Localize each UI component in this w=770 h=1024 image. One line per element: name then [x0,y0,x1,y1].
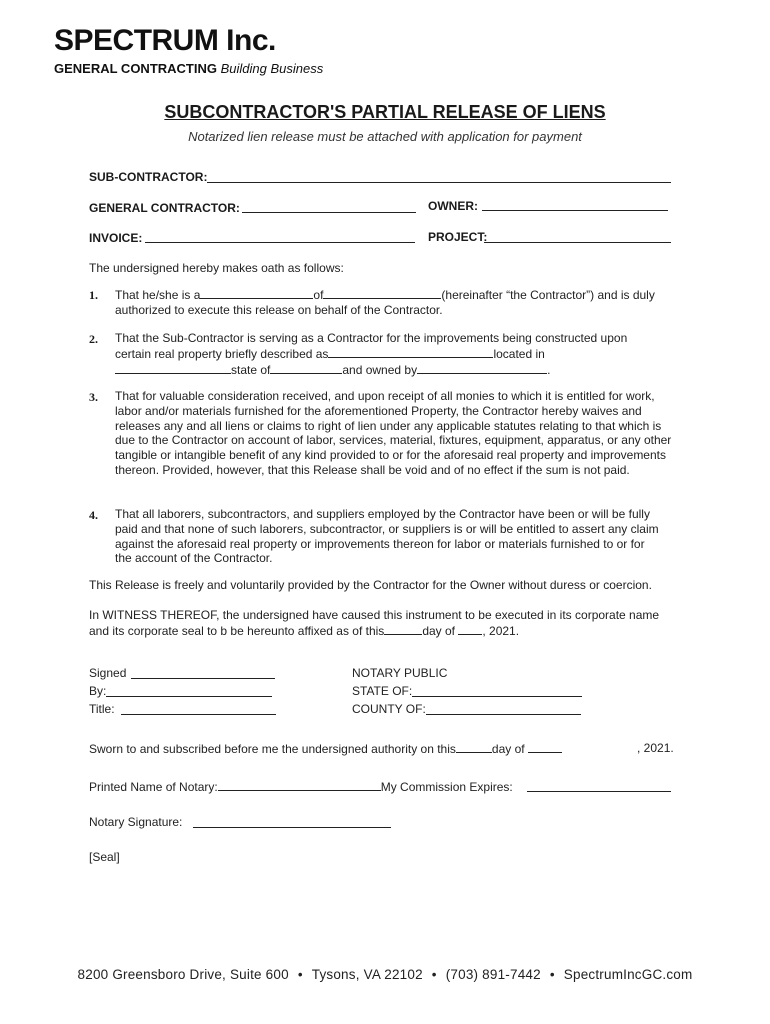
item-1-part-b: of [313,288,324,302]
item-1-number: 1. [89,288,98,302]
title-blank[interactable] [200,287,313,299]
item-2-part-e: and owned by [342,362,418,377]
general-contractor-field[interactable] [242,212,416,213]
witness-line-2c: , 2021. [482,624,520,638]
printed-name-field[interactable] [218,779,381,791]
title-label: Title: [89,702,115,716]
sworn-part-a: Sworn to and subscribed before me the undersigned authority on this [89,742,456,756]
document-title: SUBCONTRACTOR'S PARTIAL RELEASE OF LIENS [164,102,606,122]
notary-public-header: NOTARY PUBLIC [352,666,448,680]
invoice-label: INVOICE: [89,231,143,245]
notary-signature-field[interactable] [193,827,391,828]
witness-line-2b: day of [422,624,456,638]
state-of-field[interactable] [412,696,582,697]
company-blank[interactable] [323,287,441,299]
commission-expires-label: My Commission Expires: [380,780,513,794]
printed-name-row [89,779,513,795]
signed-field[interactable] [131,678,275,679]
item-3-text: That for valuable consideration received, and upon receipt of all monies to which it is entitled for work, labor and/or materials furnished for the aforementioned Property, the Contractor hereby waives and releases any and all liens or claims to right of lien under any applicable statutes relating to that which is due to the Contractor on account of labor, services, material, fixtures, equipment, apparatus, or any other tangible or intangible benefit of any kind provided to or for the aforesaid real property and improvements thereon. Provided, however, that this Release shall be void and of no effect if the sum is not paid. [115,389,672,477]
sworn-day-blank[interactable] [456,741,492,753]
footer-city: Tysons, VA 22102 [311,967,423,982]
item-2-part-a: That the Sub-Contractor is serving as a Contractor for the improvements being constructed upon [115,331,628,345]
sworn-month-blank[interactable] [528,741,562,753]
commission-expires-field[interactable] [527,791,671,792]
item-1-part-c: (hereinafter “the Contractor”) and is duly [441,288,655,302]
sworn-statement [89,741,562,757]
item-2-text [115,331,680,377]
footer-address: 8200 Greensboro Drive, Suite 600 [77,967,289,982]
owner-field[interactable] [482,210,668,211]
footer-contact [0,967,770,982]
logo-tag-bold: GENERAL CONTRACTING [54,61,217,76]
witness-statement [89,607,659,639]
seal-label: [Seal] [89,850,120,864]
state-blank[interactable] [270,362,342,374]
sworn-year: , 2021. [637,741,674,755]
footer-separator: • [297,967,303,982]
item-4-number: 4. [89,508,98,522]
item-2-part-f: . [547,362,551,377]
printed-name-label: Printed Name of Notary: [89,780,218,794]
by-field[interactable] [106,696,272,697]
general-contractor-label: GENERAL CONTRACTOR: [89,201,240,215]
item-3-number: 3. [89,390,98,404]
property-description-blank[interactable] [328,346,493,358]
company-logo-tagline [54,61,323,76]
witness-month-blank[interactable] [458,623,482,635]
sworn-part-b: day of [491,742,525,756]
subcontractor-field[interactable] [207,182,671,183]
title-field[interactable] [121,714,276,715]
county-of-field[interactable] [426,714,581,715]
footer-phone: (703) 891-7442 [445,967,541,982]
notary-signature-label: Notary Signature: [89,815,183,829]
item-2-number: 2. [89,332,98,346]
project-label: PROJECT: [428,230,488,244]
signed-label: Signed [89,666,127,680]
release-statement: This Release is freely and voluntarily provided by the Contractor for the Owner without duress or coercion. [89,578,652,592]
item-1-part-d: authorized to execute this release on behalf of the Contractor. [115,302,443,317]
footer-separator: • [549,967,555,982]
owner-name-blank[interactable] [417,362,547,374]
oath-intro: The undersigned hereby makes oath as follows: [89,261,344,275]
item-2-part-d: state of [231,362,271,377]
state-of-label: STATE OF: [352,684,413,698]
item-4-text: That all laborers, subcontractors, and suppliers employed by the Contractor have been or will be fully paid and that none of such laborers, subcontractor, or suppliers is or will be entitled to assert any claim against the aforesaid real property or improvements thereon for labor or materials furnished to or for the account of the Contractor. [115,507,659,566]
item-2-part-c: located in [493,346,545,361]
document-subtitle: Notarized lien release must be attached with application for payment [188,129,582,144]
item-1-text [115,287,680,318]
item-2-part-b: certain real property briefly described as [115,346,329,361]
witness-day-blank[interactable] [384,623,422,635]
location-blank[interactable] [115,362,231,374]
county-of-label: COUNTY OF: [352,702,426,716]
item-1-part-a: That he/she is a [115,288,201,302]
witness-line-2a: and its corporate seal to b be hereunto affixed as of this [89,624,385,638]
project-field[interactable] [484,242,671,243]
witness-line-1: In WITNESS THEREOF, the undersigned have caused this instrument to be executed in its corporate name [89,608,660,622]
invoice-field[interactable] [145,242,415,243]
company-logo-name: SPECTRUM Inc. [54,24,276,57]
footer-separator: • [431,967,437,982]
owner-label: OWNER: [428,199,478,213]
footer-website: SpectrumIncGC.com [563,967,693,982]
subcontractor-label: SUB-CONTRACTOR: [89,170,208,184]
by-label: By: [89,684,107,698]
logo-tag-italic: Building Business [220,61,324,76]
